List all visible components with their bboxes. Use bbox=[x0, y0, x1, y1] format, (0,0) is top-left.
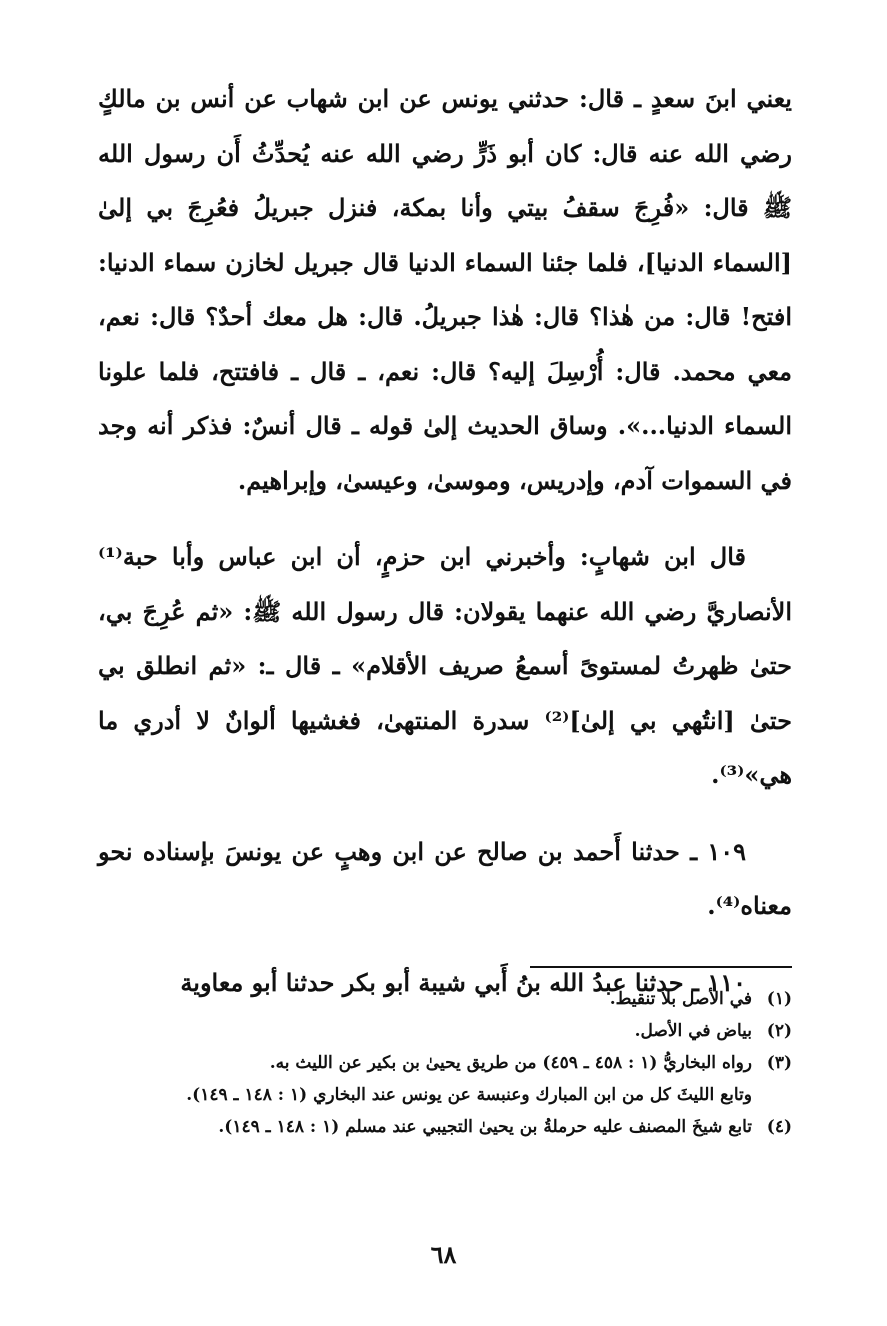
footnote-3-continuation bbox=[98, 1079, 792, 1111]
footnote-1 bbox=[98, 983, 792, 1015]
footnote-number bbox=[752, 1079, 792, 1111]
paragraph-ibn-shihab-text: قال ابن شهابٍ: وأخبرني ابن حزمٍ، أن ابن عباس وأبا حبة⁽¹⁾ الأنصاريَّ رضي الله عنهما يقولان: قال رسول الله ﷺ: «ثم عُرِجَ بي، حتىٰ ظهرتُ لمستوىً أسمعُ صريف الأقلام» ـ قال ـ: «ثم انطلق بي حتىٰ [انتُهي بي إلىٰ]⁽²⁾ سدرة المنتهىٰ، فغشيها ألوانٌ لا أدري ما هي»⁽³⁾. bbox=[98, 542, 792, 789]
footnote-text: في الأصل بلا تنقيط. bbox=[609, 989, 752, 1009]
paragraph-hadith-110-text: ١١٠ ـ حدثنا عبدُ الله بنُ أَبي شيبة أبو بكر حدثنا أبو معاوية bbox=[180, 967, 746, 997]
footnote-text: رواه البخاريُّ (١ : ٤٥٨ ـ ٤٥٩) من طريق يحيىٰ بن بكير عن الليث به. bbox=[269, 1053, 752, 1073]
footnote-divider bbox=[530, 966, 792, 968]
paragraph-hadith-109 bbox=[98, 825, 792, 934]
footnote-number: (٣) bbox=[766, 1053, 792, 1073]
footnote-3 bbox=[98, 1047, 792, 1079]
footnote-number: (٤) bbox=[766, 1117, 792, 1137]
paragraph-hadith-109-text: ١٠٩ ـ حدثنا أَحمد بن صالح عن ابن وهبٍ عن يونسَ بإسناده نحو معناه⁽⁴⁾. bbox=[98, 836, 792, 920]
footnote-text: تابع شيخَ المصنف عليه حرملةُ بن يحيىٰ التجيبي عند مسلم (١ : ١٤٨ ـ ١٤٩). bbox=[218, 1117, 752, 1137]
footnotes bbox=[98, 983, 792, 1143]
footnote-4 bbox=[98, 1111, 792, 1143]
paragraph-ibn-shihab bbox=[98, 530, 792, 803]
page-number: ٦٨ bbox=[430, 1240, 457, 1269]
footnote-text: وتابع الليثَ كل من ابن المبارك وعنبسة عن يونس عند البخاري (١ : ١٤٨ ـ ١٤٩). bbox=[186, 1085, 752, 1105]
paragraph-hadith-text: يعني ابنَ سعدٍ ـ قال: حدثني يونس عن ابن شهاب عن أنس بن مالكٍ رضي الله عنه قال: كان أبو ذَرٍّ رضي الله عنه يُحدِّثُ أَن رسول الله ﷺ قال: «فُرِجَ سقفُ بيتي وأنا بمكة، فنزل جبريلُ فعُرِجَ بي إلىٰ [السماء الدنيا]، فلما جئنا السماء الدنيا قال جبريل لخازن سماء الدنيا: افتح! قال: من هٰذا؟ قال: هٰذا جبريلُ. قال: هل معك أحدٌ؟ قال: نعم، معي محمد. قال: أُرْسِلَ إليه؟ قال: نعم، ـ قال ـ فافتتح، فلما علونا السماء الدنيا...». وساق الحديث إلىٰ قوله ـ قال أنسٌ: فذكر أنه وجد في السموات آدم، وإدريس، وموسىٰ، وعيسىٰ، وإبراهيم. bbox=[98, 84, 792, 495]
footnote-text: بياض في الأصل. bbox=[634, 1021, 752, 1041]
footnote-number: (٢) bbox=[766, 1021, 792, 1041]
footnote-2 bbox=[98, 1015, 792, 1047]
main-text bbox=[98, 72, 792, 1010]
footnote-number: (١) bbox=[766, 989, 792, 1009]
